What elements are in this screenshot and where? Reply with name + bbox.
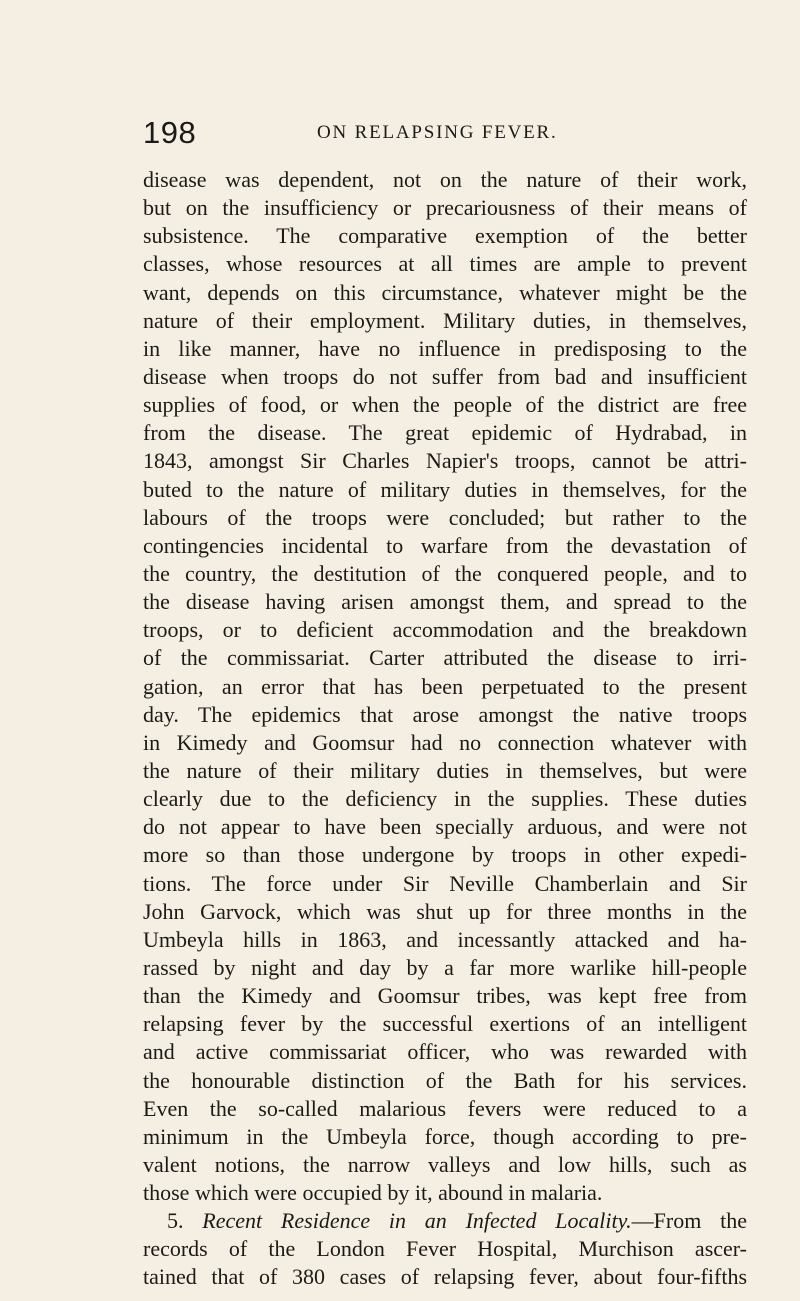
text-line: classes, whose resources at all times are ample to prevent — [143, 251, 747, 277]
text-line: those which were occupied by it, abound in malaria. — [143, 1180, 603, 1206]
running-head: ON RELAPSING FEVER. — [317, 122, 558, 143]
text-line: the country, the destitution of the conquered people, and to — [143, 560, 747, 586]
text-line: contingencies incidental to warfare from the devastation of — [143, 532, 747, 558]
text-line: of the commissariat. Carter attributed the disease to irri- — [143, 645, 747, 671]
text-line: tions. The force under Sir Neville Chamberlain and Sir — [143, 870, 747, 896]
text-line: disease was dependent, not on the nature of their work, — [143, 167, 747, 192]
text-line: clearly due to the deficiency in the supplies. These duties — [143, 786, 747, 812]
text-line: rassed by night and day by a far more warlike hill-people — [143, 954, 747, 980]
section-5-number: 5. — [167, 1208, 184, 1234]
text-line: minimum in the Umbeyla force, though according to pre- — [143, 1123, 747, 1149]
text-line: in like manner, have no influence in predisposing to the — [143, 335, 747, 361]
text-line: than the Kimedy and Goomsur tribes, was kept free from — [143, 983, 747, 1009]
text-line: subsistence. The comparative exemption of the better — [143, 223, 747, 249]
text-line: but on the insufficiency or precariousness of their means of — [143, 195, 747, 221]
section-5-title: Recent Residence in an Infected Locality. — [202, 1208, 632, 1234]
text-line: valent notions, the narrow valleys and low hills, such as — [143, 1151, 747, 1177]
page-header — [143, 115, 743, 155]
paragraph-section-5 — [143, 1235, 747, 1291]
body-text — [143, 166, 747, 1292]
text-line: the honourable distinction of the Bath for his services. — [143, 1067, 747, 1093]
text-line: tained that of 380 cases of relapsing fever, about four-fifths — [143, 1264, 747, 1290]
text-line: records of the London Fever Hospital, Murchison ascer- — [143, 1236, 747, 1262]
text-line: buted to the nature of military duties in themselves, for the — [143, 476, 747, 502]
text-line: from the disease. The great epidemic of Hydrabad, in — [143, 420, 747, 446]
text-line: troops, or to deficient accommodation and the breakdown — [143, 617, 747, 643]
section-5-first-line — [143, 1207, 747, 1235]
text-line: more so than those undergone by troops in other expedi- — [143, 842, 747, 868]
text-line: want, depends on this circumstance, whatever might be the — [143, 279, 747, 305]
text-line: the disease having arisen amongst them, and spread to the — [143, 589, 747, 615]
text-line: in Kimedy and Goomsur had no connection whatever with — [143, 729, 747, 755]
text-line: Umbeyla hills in 1863, and incessantly attacked and ha- — [143, 926, 747, 952]
text-line: John Garvock, which was shut up for three months in the — [143, 898, 747, 924]
text-line: Even the so-called malarious fevers were reduced to a — [143, 1095, 747, 1121]
text-line: the nature of their military duties in themselves, but were — [143, 757, 747, 783]
text-line: supplies of food, or when the people of the district are free — [143, 392, 747, 418]
text-line: and active commissariat officer, who was rewarded with — [143, 1039, 747, 1065]
text-line: labours of the troops were concluded; but rather to the — [143, 504, 747, 530]
page-number: 198 — [143, 115, 197, 150]
text-line: 1843, amongst Sir Charles Napier's troops, cannot be attri- — [143, 448, 747, 474]
section-5-lead: —From the — [631, 1208, 747, 1234]
paragraph-main — [143, 166, 747, 1207]
text-line: do not appear to have been specially arduous, and were not — [143, 814, 747, 840]
text-line: nature of their employment. Military duties, in themselves, — [143, 307, 747, 333]
text-line: gation, an error that has been perpetuated to the present — [143, 673, 747, 699]
text-line: disease when troops do not suffer from bad and insufficient — [143, 363, 747, 389]
text-line: day. The epidemics that arose amongst the native troops — [143, 701, 747, 727]
text-line: relapsing fever by the successful exertions of an intelligent — [143, 1011, 747, 1037]
